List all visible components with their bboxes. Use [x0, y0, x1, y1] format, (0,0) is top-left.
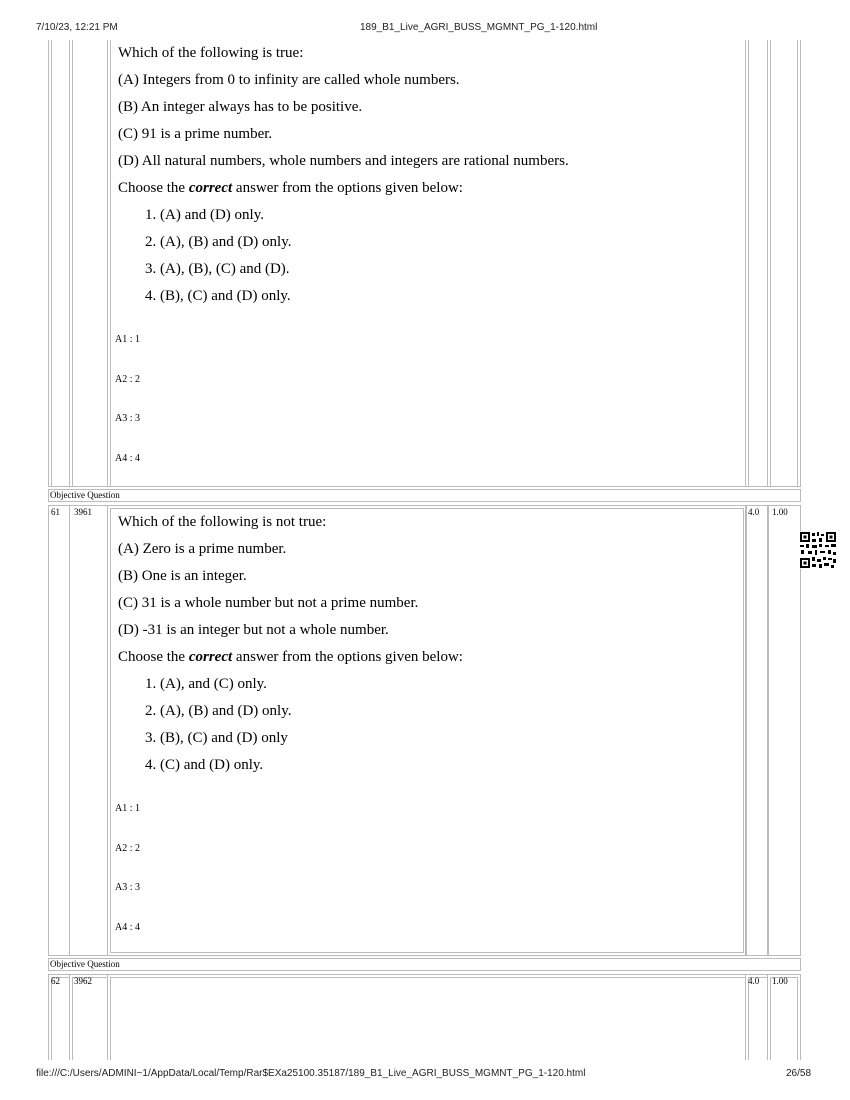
option-3: 3. (A), (B), (C) and (D).: [145, 261, 290, 277]
question-61-text: [118, 509, 463, 779]
question-60-text: [118, 40, 569, 310]
marks: 4.0: [748, 976, 760, 986]
question-stem: Which of the following is not true:: [118, 514, 327, 530]
section-row-2: [48, 958, 801, 971]
choose-instruction: Choose the correct answer from the options given below:: [118, 180, 463, 196]
print-filename: 189_B1_Live_AGRI_BUSS_MGMNT_PG_1-120.html: [360, 22, 598, 33]
answer-list-60: [115, 334, 140, 492]
marks: 4.0: [748, 507, 760, 517]
statement-a: (A) Integers from 0 to infinity are called whole numbers.: [118, 72, 460, 88]
answer-3: A3 : 3: [115, 882, 140, 893]
statement-c: (C) 31 is a whole number but not a prime number.: [118, 595, 419, 611]
section-label: Objective Question: [50, 490, 120, 500]
statement-a: (A) Zero is a prime number.: [118, 541, 287, 557]
option-1: 1. (A), and (C) only.: [145, 676, 267, 692]
answer-list-61: [115, 803, 140, 961]
option-2: 2. (A), (B) and (D) only.: [145, 703, 292, 719]
option-4: 4. (B), (C) and (D) only.: [145, 288, 291, 304]
statement-d: (D) -31 is an integer but not a whole number.: [118, 622, 389, 638]
answer-4: A4 : 4: [115, 921, 140, 933]
section-label: Objective Question: [50, 959, 120, 969]
question-id: 3962: [74, 976, 92, 986]
qr-code-icon: [799, 531, 837, 569]
print-file-path: file:///C:/Users/ADMINI~1/AppData/Local/Temp/Rar$EXa25100.35187/189_B1_Live_AGRI_BUSS_MGMNT_PG_1-120.html: [36, 1068, 586, 1079]
option-1: 1. (A) and (D) only.: [145, 207, 264, 223]
answer-2: A2 : 2: [115, 842, 140, 854]
negative-marks: 1.00: [772, 976, 788, 986]
statement-b: (B) An integer always has to be positive.: [118, 99, 363, 115]
statement-c: (C) 91 is a prime number.: [118, 126, 273, 142]
choose-instruction: Choose the correct answer from the options given below:: [118, 649, 463, 665]
answer-1: A1 : 1: [115, 334, 140, 345]
answer-2: A2 : 2: [115, 373, 140, 385]
statement-d: (D) All natural numbers, whole numbers and integers are rational numbers.: [118, 153, 569, 169]
answer-4: A4 : 4: [115, 452, 140, 464]
question-id: 3961: [74, 507, 92, 517]
section-row-1: [48, 489, 801, 502]
negative-marks: 1.00: [772, 507, 788, 517]
option-3: 3. (B), (C) and (D) only: [145, 730, 288, 746]
statement-b: (B) One is an integer.: [118, 568, 247, 584]
option-4: 4. (C) and (D) only.: [145, 757, 264, 773]
serial-number: 62: [51, 976, 60, 986]
option-2: 2. (A), (B) and (D) only.: [145, 234, 292, 250]
serial-number: 61: [51, 507, 60, 517]
page-number: 26/58: [786, 1068, 812, 1079]
print-datetime: 7/10/23, 12:21 PM: [36, 22, 118, 33]
question-stem: Which of the following is true:: [118, 45, 304, 61]
answer-3: A3 : 3: [115, 413, 140, 424]
answer-1: A1 : 1: [115, 803, 140, 814]
